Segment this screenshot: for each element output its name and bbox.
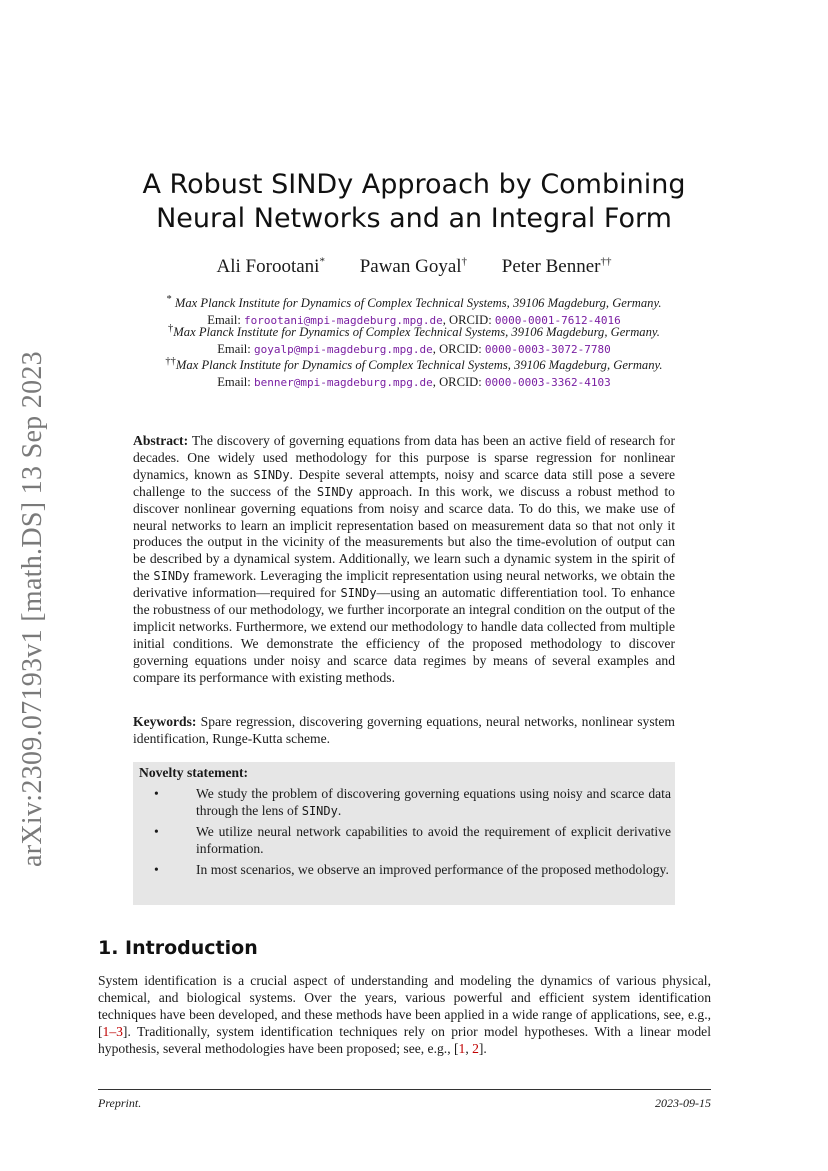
email-link[interactable]: goyalp@mpi-magdeburg.mpg.de (253, 343, 433, 357)
author: Peter Benner†† (501, 256, 612, 278)
keywords-label: Keywords: (133, 714, 197, 729)
orcid-link[interactable]: 0000-0001-7612-4016 (494, 314, 621, 328)
list-item: • We utilize neural network capabilities to avoid the requirement of explicit derivative information. (133, 824, 675, 857)
introduction-paragraph: System identification is a crucial aspect of understanding and modeling the dynamics of various physical, chemical, and biological systems. Over the years, various powerful and efficient system identification techniques have been developed, and these methods have been applied in a wide range of applications, see, e.g., [1–3]. Traditionally, system identification techniques rely on prior model hypotheses. With a linear model hypothesis, several methodologies have been proposed; see, e.g., [1, 2]. (98, 973, 711, 1056)
title-line-2: Neural Networks and an Integral Form (156, 203, 672, 234)
citation-link[interactable]: 2 (472, 1040, 479, 1056)
arxiv-sidebar-stamp (18, 349, 48, 869)
keywords: Keywords: Spare regression, discovering governing equations, neural networks, nonlinear system identification, Runge-Kutta scheme. (133, 714, 675, 746)
abstract: Abstract: The discovery of governing equations from data has been an active field of research for decades. One widely used methodology for this purpose is sparse regression for nonlinear dynamics, known as SINDy. Despite several attempts, noisy and scarce data still pose a severe challenge to the success of the SINDy approach. In this work, we discuss a robust method to discover nonlinear governing equations from noisy and scarce data. To do this, we make use of neural networks to learn an implicit representation based on measurement data so that not only it produces the output in the vicinity of the measurements but also the time-evolution of output can be described by a dynamical system. Additionally, we learn such a dynamic system in the spirit of the SINDy framework. Leveraging the implicit representation using neural networks, we obtain the derivative information—required for SINDy—using an automatic differentiation tool. To enhance the robustness of our methodology, we further incorporate an integral condition on the output of the implicit networks. Furthermore, we extend our methodology to handle data collected from multiple initial conditions. We demonstrate the efficiency of the proposed methodology to discover governing equations under noisy and scarce data regimes by means of several examples and compare its performance with existing methods. (133, 433, 676, 685)
author: Pawan Goyal† (359, 256, 468, 278)
author-list (100, 256, 728, 278)
section-heading-introduction: 1. Introduction (98, 937, 258, 959)
footer-date: 2023-09-15 (655, 1096, 711, 1110)
citation-link[interactable]: 1–3 (102, 1023, 123, 1039)
paper-title (100, 168, 728, 236)
abstract-label: Abstract: (133, 433, 189, 448)
novelty-heading: Novelty statement: (139, 765, 249, 780)
list-item: • In most scenarios, we observe an improved performance of the proposed methodology. (133, 862, 675, 879)
email-link[interactable]: benner@mpi-magdeburg.mpg.de (253, 376, 433, 390)
title-line-1: A Robust SINDy Approach by Combining (142, 169, 686, 200)
author: Ali Forootani* (216, 256, 325, 278)
orcid-link[interactable]: 0000-0003-3072-7780 (484, 343, 611, 357)
arxiv-id: arXiv:2309.07193v1 [math.DS] 13 Sep 2023 (17, 351, 48, 867)
novelty-statement-box (133, 762, 675, 905)
citation-link[interactable]: 1 (458, 1040, 466, 1056)
orcid-link[interactable]: 0000-0003-3362-4103 (484, 376, 611, 390)
affiliation: * Max Planck Institute for Dynamics of Complex Technical Systems, 39106 Magdeburg, Germany. Email: forootani@mpi-magdeburg.mpg.de, ORCID: 0000-0001-7612-4016 (166, 294, 662, 328)
footer-left: Preprint. (98, 1096, 142, 1110)
list-item: • We study the problem of discovering governing equations using noisy and scarce data through the lens of SINDy. (133, 786, 675, 819)
novelty-list (133, 786, 675, 884)
footer-rule (98, 1089, 711, 1090)
affiliation: ††Max Planck Institute for Dynamics of Complex Technical Systems, 39106 Magdeburg, Germany. Email: benner@mpi-magdeburg.mpg.de, ORCID: 0000-0003-3362-4103 (165, 356, 663, 390)
email-link[interactable]: forootani@mpi-magdeburg.mpg.de (244, 314, 443, 328)
affiliation: †Max Planck Institute for Dynamics of Complex Technical Systems, 39106 Magdeburg, Germany. Email: goyalp@mpi-magdeburg.mpg.de, ORCID: 0000-0003-3072-7780 (168, 323, 660, 357)
